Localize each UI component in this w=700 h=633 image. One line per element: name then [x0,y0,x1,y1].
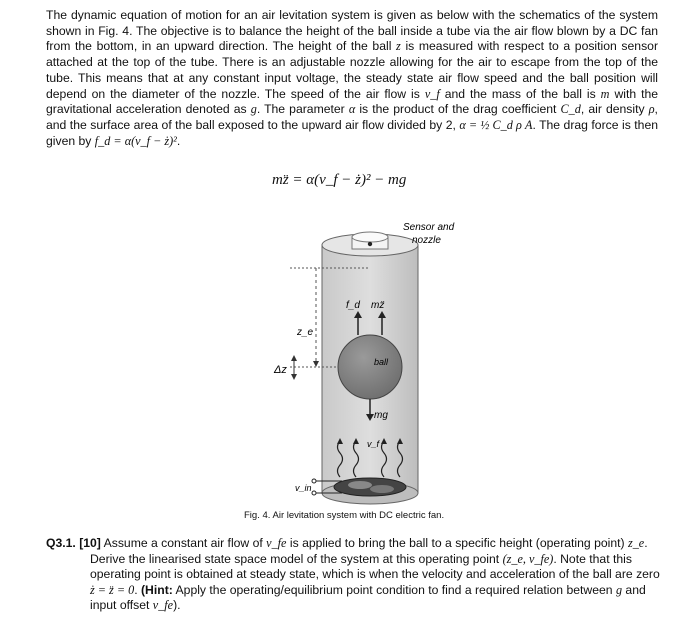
hint-label: (Hint: [141,582,173,597]
vin-label: v_in [295,483,312,493]
symbol-rho: ρ [648,102,655,117]
intro-paragraph [46,8,658,149]
question-sentence: Apply the operating/equilibrium point condition to find a required relation between [175,582,613,597]
sensor-dot [368,242,372,246]
intro-text: . The drag force is then given by [46,117,658,148]
ball [338,335,402,399]
intro-text: The dynamic equation of motion for an air levitation system is given as below with the schematics of the system shown in Fig. 4. The objective is to balance the height of the ball inside a tube via the air flow blown by a DC fan from the bottom, in an upward direction. The height of the ball [46,8,658,54]
symbol-g: g [615,582,623,597]
question-sentence: ). [173,598,181,613]
question-sentence: Assume a constant air flow of [103,536,263,550]
question-sentence: is applied to bring the ball to a specific height (operating point) [289,536,625,550]
intro-text: is measured with respect to a position sensor attached at the top of the tube. There is an adjustable nozzle allowing for the air to escape from the top of the tube. This means that at any constant input voltage, the steady state air flow speed and the ball position will depend on the diameter of the nozzle. The speed of the air flow is [46,39,659,101]
question-sentence: and input offset [90,582,646,613]
intro-text: with the gravitational acceleration denoted as [46,86,659,117]
air-levitation-figure [250,215,490,507]
schematic-diagram [250,215,490,507]
sensor-label: Sensor and [403,222,455,233]
intro-text: , air density [580,102,645,117]
symbol-vf: v_f [424,86,440,101]
symbol-g: g [250,102,257,117]
question-number: Q3.1. [10] [46,536,101,550]
symbol-cd: C_d [560,102,581,117]
mg-label: mg [374,410,388,421]
dz-label: Δz [274,364,287,376]
intro-text: and the mass of the ball is [444,86,596,101]
operating-point: (z_e, v_fe) [502,551,554,566]
mz-label: mz̈ [371,300,385,311]
question-sentence: . Note that this operating point is obtained at steady state, which is when the velocity and acceleration of the ball are zero [90,551,660,582]
question-block [46,536,660,614]
intro-text: , and the surface area of the ball exposed to the upward air flow divided by 2, [46,102,658,132]
ze-label: z_e [297,327,314,338]
symbol-m: m [600,86,610,101]
symbol-z: z [396,39,401,54]
symbol-alpha: α [348,102,356,117]
symbol-vfe: v_fe [152,598,174,613]
equation-of-motion: mz̈ = α(v_f − ż)² − mg [272,172,407,188]
alpha-definition: α = ½ C_d ρ A [459,117,533,132]
question-text [46,536,660,614]
symbol-ze: z_e [627,536,645,550]
question-sentence: . Derive the linearised state space model of the system at this operating point [90,536,648,566]
intro-text: . [176,133,181,148]
symbol-vfe: v_fe [266,536,287,550]
drag-force-formula: f_d = α(v_f − ż)² [94,133,177,148]
figure-caption: Fig. 4. Air levitation system with DC electric fan. [244,510,445,521]
intro-text: . The parameter [256,102,345,117]
ball-label: ball [374,357,389,367]
nozzle-label: nozzle [412,235,441,246]
question-sentence: . [134,582,138,597]
fd-label: f_d [346,300,360,311]
vf-label: v_f [367,439,380,449]
zero-condition: ż = z̈ = 0 [90,582,135,597]
intro-text: is the product of the drag coefficient [359,102,557,117]
